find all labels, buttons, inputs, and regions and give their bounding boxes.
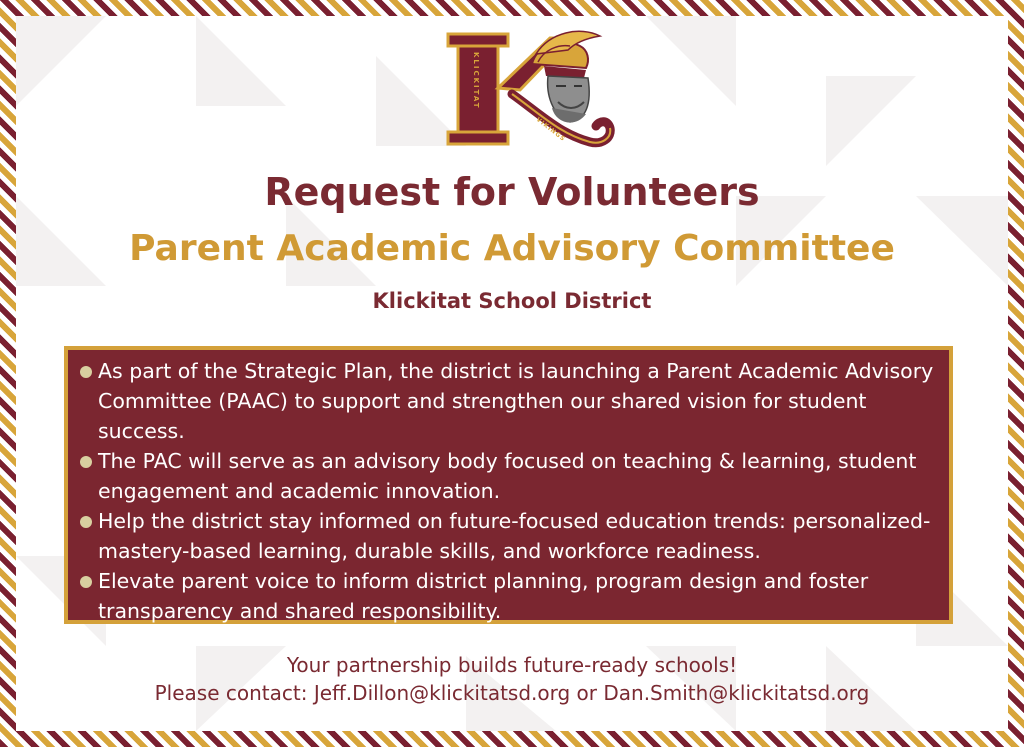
footer-contact: Please contact: Jeff.Dillon@klickitatsd.org or Dan.Smith@klickitatsd.org <box>154 681 870 705</box>
page-title: Request for Volunteers <box>264 170 760 214</box>
flyer-panel <box>16 16 1008 731</box>
footer <box>16 651 1008 707</box>
list-item <box>80 356 939 446</box>
footer-tagline: Your partnership builds future-ready schools! <box>286 653 738 677</box>
svg-text:VIKINGS: VIKINGS <box>534 116 567 144</box>
bullet-icon <box>80 366 92 378</box>
bullet-icon <box>80 516 92 528</box>
bullet-list <box>80 356 939 626</box>
district-name: Klickitat School District <box>372 289 652 313</box>
list-item <box>80 566 939 626</box>
info-box <box>64 346 953 624</box>
bullet-text: Elevate parent voice to inform district planning, program design and foster transparency and shared responsibility. <box>98 569 869 623</box>
bullet-text: Help the district stay informed on future-focused education trends: personalized-mastery-based learning, durable skills, and workforce readiness. <box>98 509 931 563</box>
svg-text:KLICKITAT: KLICKITAT <box>472 52 480 110</box>
bullet-icon <box>80 576 92 588</box>
page-subtitle: Parent Academic Advisory Committee <box>129 228 895 269</box>
list-item <box>80 506 939 566</box>
bullet-icon <box>80 456 92 468</box>
klickitat-vikings-logo <box>440 24 622 164</box>
bullet-text: As part of the Strategic Plan, the district is launching a Parent Academic Advisory Committee (PAAC) to support and strengthen our shared vision for student success. <box>98 359 934 443</box>
list-item <box>80 446 939 506</box>
bullet-text: The PAC will serve as an advisory body focused on teaching & learning, student engagement and academic innovation. <box>98 449 917 503</box>
